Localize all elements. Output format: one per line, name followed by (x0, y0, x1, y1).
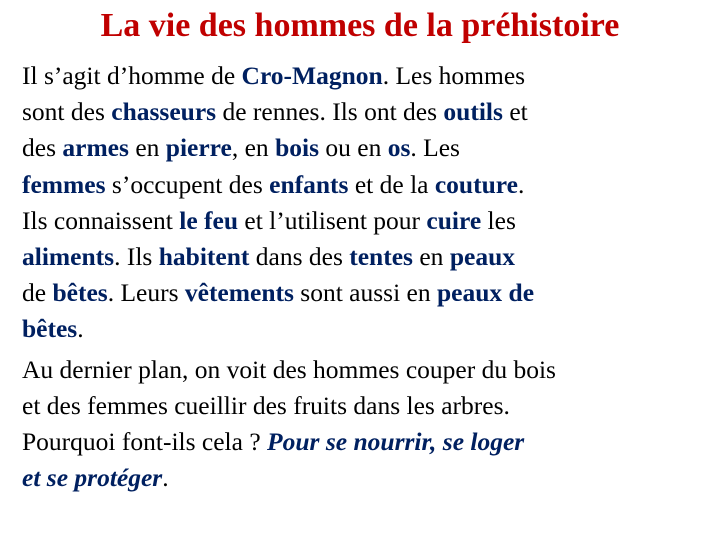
text-run: Il s’agit d’homme de (22, 61, 242, 90)
keyword: habitent (158, 242, 250, 272)
text-run: Au dernier plan, on voit des hommes couper du bois (22, 354, 556, 384)
text-run: sont des (22, 97, 112, 127)
text-run: et (502, 97, 528, 127)
text-run: les (481, 205, 516, 235)
text-run: et de la (348, 169, 435, 199)
keyword: enfants (269, 169, 349, 199)
keyword: le feu (179, 205, 239, 235)
text-run: des (22, 133, 63, 163)
slide-body (22, 58, 698, 496)
text-run: , en (231, 133, 276, 163)
text-run: Ils connaissent (22, 205, 180, 235)
text-run: . Leurs (107, 278, 185, 308)
text-line (22, 130, 698, 166)
text-line (22, 460, 698, 496)
text-line (22, 239, 698, 275)
text-run: sont aussi en (293, 278, 437, 308)
text-run: et l’utilisent pour (238, 205, 427, 235)
keyword: os (387, 133, 411, 163)
text-run: Pourquoi font-ils cela ? (22, 427, 268, 457)
text-run: en (412, 242, 450, 272)
answer-text: Pour se nourrir, se loger (267, 427, 525, 457)
text-run: . (517, 169, 525, 199)
keyword: femmes (22, 169, 106, 199)
text-line (22, 58, 698, 94)
text-run: et des femmes cueillir des fruits dans les arbres. (22, 390, 510, 420)
slide-title: La vie des hommes de la préhistoire (100, 7, 620, 44)
keyword: chasseurs (111, 97, 217, 127)
keyword: vêtements (184, 278, 294, 308)
paragraph-description (22, 58, 698, 348)
text-line (22, 311, 698, 347)
keyword: peaux (449, 242, 515, 272)
text-line (22, 352, 698, 388)
keyword: cuire (426, 205, 482, 235)
text-run: . Les (410, 133, 460, 163)
text-run: . Les hommes (382, 61, 526, 90)
keyword: tentes (349, 242, 413, 272)
keyword: outils (443, 97, 503, 127)
text-run: ou en (319, 133, 388, 163)
text-run: . (162, 463, 169, 493)
text-line (22, 167, 698, 203)
text-run: de rennes. Ils ont des (216, 97, 444, 127)
keyword: couture (434, 169, 518, 199)
keyword: bois (275, 133, 320, 163)
keyword: peaux de (437, 278, 535, 308)
keyword: pierre (165, 133, 232, 163)
text-line (22, 203, 698, 239)
text-run: dans des (249, 242, 350, 272)
keyword: armes (62, 133, 129, 163)
keyword: bêtes (22, 314, 78, 344)
text-run: . (77, 314, 84, 344)
answer-text: et se protéger (22, 463, 163, 493)
text-line (22, 388, 698, 424)
text-run: de (22, 278, 53, 308)
paragraph-question (22, 352, 698, 497)
keyword: aliments (22, 242, 115, 272)
keyword: bêtes (52, 278, 108, 308)
text-line (22, 94, 698, 130)
text-run: s’occupent des (105, 169, 270, 199)
text-line (22, 275, 698, 311)
keyword: Cro-Magnon (241, 61, 383, 90)
text-run: . Ils (114, 242, 159, 272)
text-line (22, 424, 698, 460)
text-run: en (128, 133, 166, 163)
